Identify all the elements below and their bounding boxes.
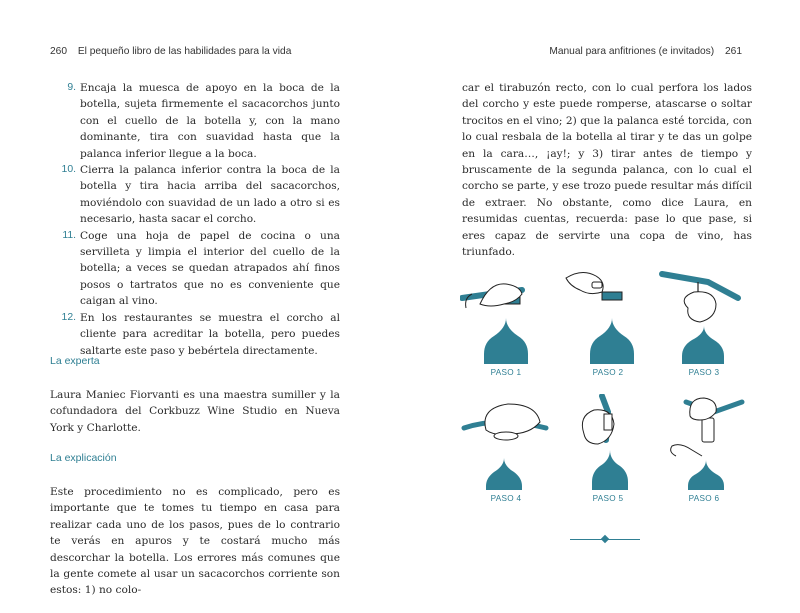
step-item — [50, 80, 340, 162]
page-number-right: 261 — [725, 46, 742, 57]
left-column — [50, 80, 340, 359]
divider-diamond-icon — [601, 535, 609, 543]
expert-heading: La experta — [50, 355, 100, 367]
step-number: 11. — [62, 229, 76, 241]
explanation-heading: La explicación — [50, 452, 117, 464]
step-5-figure — [562, 394, 654, 503]
step-text: Cierra la palanca inferior contra la boca de la botella y tira hacia arriba del sacacorchos, moviéndolo con suavidad de un lado a otro si es necesario, hasta sacar el corcho. — [80, 164, 340, 226]
running-title-left: El pequeño libro de las habilidades para la vida — [77, 46, 292, 57]
page-number-left: 260 — [50, 46, 67, 57]
step-number: 12. — [61, 311, 76, 323]
bottle-lever-illustration-icon — [460, 394, 552, 490]
step-caption: PASO 3 — [688, 368, 720, 377]
running-title-right: Manual para anfitriones (e invitados) — [549, 46, 715, 57]
step-item — [50, 228, 340, 310]
bottle-cork-out-illustration-icon — [658, 394, 750, 490]
step-caption: PASO 5 — [592, 494, 624, 503]
bottle-hand-illustration-icon — [658, 268, 750, 364]
step-2-figure — [562, 268, 654, 377]
right-paragraph: car el tirabuzón recto, con lo cual perfora los lados del corcho y este puede romperse, atascarse o soltar trocitos en el vino; 2) que la palanca esté torcida, con lo cual resbala de la botella al tirar y te das un golpe en la cara…, ¡ay!; y 3) tirar antes de tiempo y bruscamente de la segunda palanca, con lo cual el corcho se parte, y ese trozo puede resultar más difícil de extraer. No obstante, como dice Laura, en resumidas cuentas, recuerda: pase lo que pase, si eres capaz de servirte una copa de vino, has triunfado. — [462, 82, 752, 259]
step-number: 9. — [67, 82, 76, 93]
step-number: 10. — [61, 164, 76, 176]
step-1-figure — [460, 268, 552, 377]
step-text: Encaja la muesca de apoyo en la boca de la botella, sujeta firmemente el sacacorchos junto con el cuello de la botella y, con la mano dominante, tira con suavidad hasta que la palanca inferior llegue a la boca. — [80, 82, 340, 160]
step-item — [50, 310, 340, 359]
step-caption: PASO 4 — [490, 494, 522, 503]
bottle-pull-illustration-icon — [562, 394, 654, 490]
step-item — [50, 162, 340, 228]
step-caption: PASO 1 — [490, 368, 522, 377]
step-text: Coge una hoja de papel de cocina o una servilleta y limpia el interior del cuello de la botella; a veces se quedan atrapados ahí finos posos o tartratos que no es conveniente que caigan al vino. — [80, 229, 340, 308]
step-caption: PASO 6 — [688, 494, 720, 503]
step-caption: PASO 2 — [592, 368, 624, 377]
step-4-figure — [460, 394, 552, 503]
step-list — [50, 80, 340, 359]
right-column — [462, 80, 752, 260]
expert-paragraph: Laura Maniec Fiorvanti es una maestra sumiller y la cofundadora del Corkbuzz Wine Studio en Nueva York y Charlotte. — [50, 389, 340, 434]
explanation-paragraph: Este procedimiento no es complicado, pero es importante que te tomes tu tiempo en casa para realizar cada uno de los pasos, pues de lo contrario te verás en apuros y te costará mucho más descorchar la botella. Los errores más comunes que la gente comete al usar un sacacorchos corriente son estos: 1) no colo- — [50, 486, 340, 597]
running-header-left — [50, 46, 291, 57]
bottle-corkscrew-illustration-icon — [460, 268, 552, 364]
running-header-right — [549, 46, 742, 57]
step-6-figure — [658, 394, 750, 503]
step-3-figure — [658, 268, 750, 377]
ornamental-divider — [570, 536, 640, 542]
step-text: En los restaurantes se muestra el corcho al cliente para acreditar la botella, pero puedes saltarte este paso y bebértela directamente. — [80, 311, 340, 357]
bottle-cork-illustration-icon — [562, 268, 654, 364]
